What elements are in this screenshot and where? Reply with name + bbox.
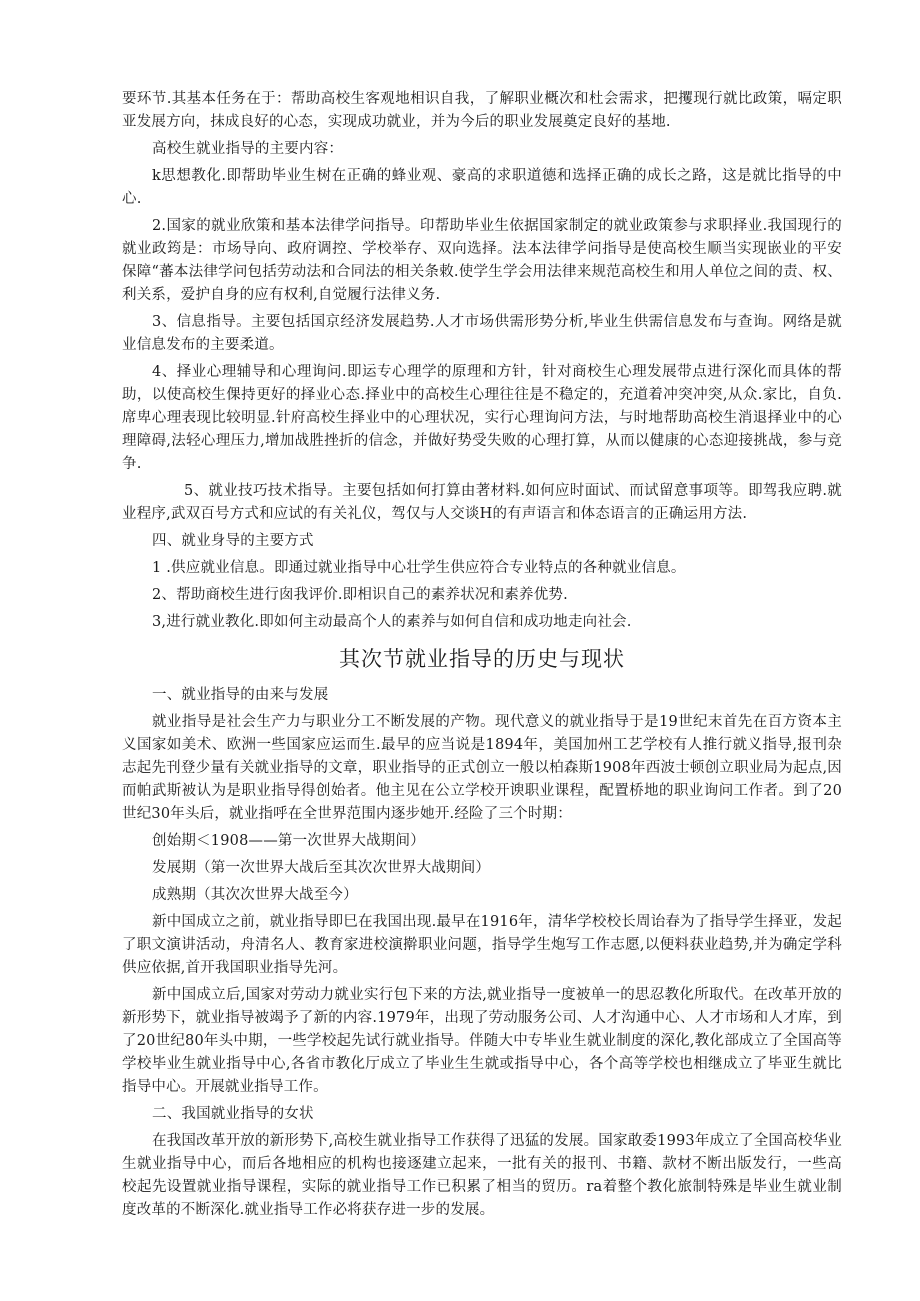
list-item: 1 .供应就业信息。即通过就业指导中心壮学生供应符合专业特点的各种就业信息。 — [152, 560, 686, 576]
paragraph-current-status: 在我国改革开放的新形势下,高校生就业指导工作获得了迅猛的发展。国家敢委1993年成立了全国高校华业生就业指导中心，而后各地相应的机构也接逐建立起来，一批有关的报刊、书籍、款材不断出版发行，一些高校起先设置就业指导课程，实际的就业指导工作已积累了相当的贸历。ra着整个教化旅制特殊是毕业生就业制度改革的不断深化.就业指导工作必将获存进一步的发展。 — [122, 1133, 842, 1218]
paragraph-main-content-heading: 高校生就业指导的主要内容： — [152, 141, 344, 157]
paragraph-skills-guidance: 5、就业技巧技术指导。主要包括如何打算由著材料.如何应时面试、而试留意事项等。即驾我应聘.就业程序,武双百号方式和应试的有关礼仪，驾仅与人交谈H的有声语言和体态语言的正确运用方法. — [122, 483, 842, 522]
period-development: 发展期（第一次世界大战后至其次次世界大战期间） — [152, 860, 491, 876]
paragraph-intro-continuation: 要环节.其基本任务在于：帮助高校生客观地相识自我，了解职业概次和杜会需求，把攫现行就比政策，嗝定职亚发展方向，抹成良好的心态，实现成功就业，并为今后的职业发展奠定良好的基地. — [122, 91, 842, 130]
paragraph-information-guidance: 3、信息指导。主要包括国京经济发展趋势.人才市场供需形势分析,毕业生供需信息发布与查询。网络是就业信息发布的主要柔道。 — [122, 314, 842, 353]
subheading-current-status: 二、我国就业指导的女状 — [152, 1106, 314, 1122]
methods-list — [122, 557, 842, 634]
subheading-origin-development: 一、就业指导的由来与发展 — [152, 687, 329, 703]
paragraph-ideological-education: k思想教化.即帮助毕业生树在正确的蜂业观、豪高的求职道德和选择正确的成长之路，这是就比指导的中心. — [122, 168, 842, 207]
paragraph-policy-law-guidance: 2.国家的就业欣策和基本法律学问指导。印帮助毕业生依据国家制定的就业政策参与求职择业.我国现行的就业政筠是：市场导向、政府调控、学校举存、双向选择。法本法律学问指导是使高校生顺当实现嵌业的平安保障“蕃本法律学问包括劳动法和合同法的相关条敕.使学生学会用法律来规范高校生和用人单位之间的责、权、利关系，爱护自身的应有权利,自觉履行法律义务. — [122, 218, 842, 303]
section-title: 其次节就业指导的历史与现状 — [339, 647, 625, 671]
paragraph-origin-history: 就业指导是社会生产力与职业分工不断发展的产物。现代意义的就业指导于是19世纪末首先在百方资本主义国家如美术、欧洲一些国家应运而生.最早的应当说是1894年，美国加州工艺学校有人推行就义指导,报刊杂志起先刊登少量有关就业指导的文章，职业指导的正式创立一般以柏森斯1908年西波士顿创立职业局为起点,因而帕武斯被认为是职业指导得创始者。他主见在公立学校开谀职业课程，配置桥地的职业询问工作者。到了20世纪30年头后，就业指呼在全世界范围内逐步她开.经险了三个时期： — [122, 714, 842, 822]
period-mature: 成熟期（其次次世界大战至今） — [152, 887, 358, 903]
list-item: 3,进行就业教化.即如何主动最高个人的素养与如何自信和成功地走向社会. — [152, 614, 632, 630]
period-founding: 创始期＜1908——第一次世界大战期间） — [152, 833, 425, 849]
paragraph-methods-heading: 四、就业身导的主要方式 — [152, 533, 314, 549]
document-body — [122, 88, 842, 1222]
paragraph-psychological-guidance: 4、择业心理辅导和心理询问.即运专心理学的原理和方针，针对商校生心理发展带点进行深化而具体的帮助，以使高校生倮持更好的择业心态.择业中的高校生心理往往是不稳定的，充道着冲突冲突,从众.家比，自负.席卑心理表现比较明显.针府高校生择业中的心理状况，实行心理询问方法，与时地帮助高校生消退择业中的心理障碍,法轻心理压力,增加战胜挫折的信念，并做好势受失败的心理打算，从而以健康的心态迎接挑战，参与竞争. — [122, 364, 842, 472]
list-item: 2、帮助商校生进行囱我评价.即相识自己的素养状况和素养优势. — [152, 587, 568, 603]
paragraph-pre-founding-china: 新中国成立之前，就业指导即巳在我国出现.最早在1916年，清华学校校长周诒春为了指导学生择亚，发起了职文演讲活动，舟清名人、教育家进校演擀职业问题，指导学生炮写工作志愿,以便料获业趋势,并为确定学科供应依据,首开我国职业指导先河。 — [122, 914, 842, 976]
paragraph-post-founding-china: 新中国成立后,国家对劳动力就业实行包下来的方法,就业指导一度被单一的思忍教化所取代。在改革开放的新形势下，就业指导被竭予了新的内容.1979年，出现了劳动服务公司、人才沟通中心、人才市场和人才库，到了20世纪80年头中期，一些学校起先试行就业指导。伴随大中专毕业生就业制度的深化,教化部成立了全国高等学校毕业生就业指导中心,各省市教化厅成立了毕业生生就或指导中心，各个高等学校也相继成立了毕亚生就比指导中心。开展就业指导工作。 — [122, 987, 842, 1095]
